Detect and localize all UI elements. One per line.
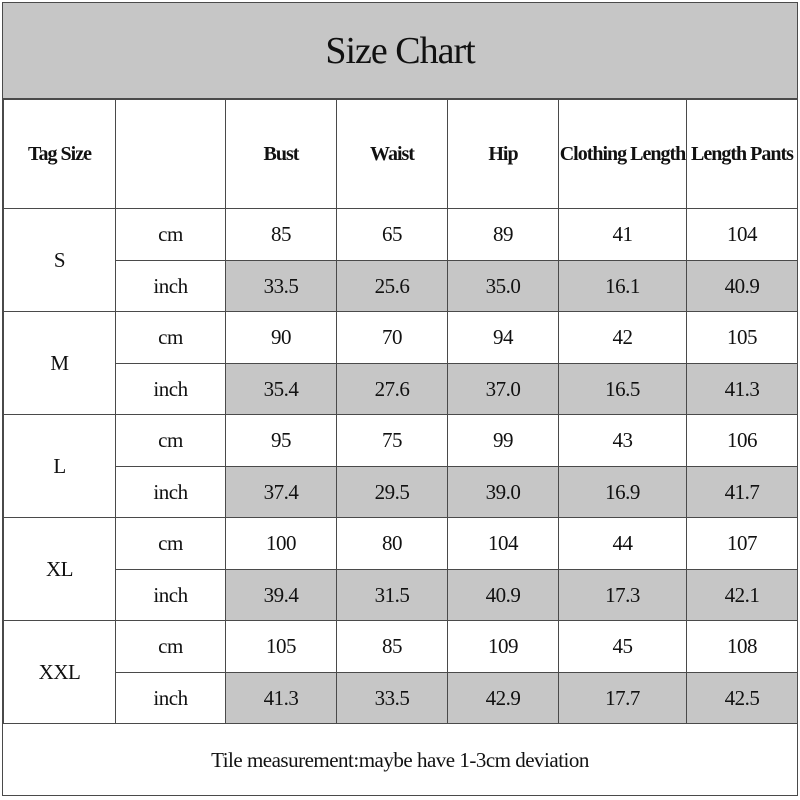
size-label: L [4,415,116,518]
length-pants-value: 40.9 [687,261,798,312]
waist-value: 75 [337,415,448,467]
header-length-pants: Length Pants [687,100,798,209]
header-clothing-length: Clothing Length [559,100,687,209]
clothing-length-value: 16.5 [559,364,687,415]
bust-value: 39.4 [226,570,337,621]
size-label: M [4,312,116,415]
length-pants-value: 108 [687,621,798,673]
length-pants-value: 41.3 [687,364,798,415]
clothing-length-value: 16.9 [559,467,687,518]
header-unit [116,100,226,209]
length-pants-value: 104 [687,209,798,261]
unit-label: cm [116,518,226,570]
table-row [4,261,798,312]
waist-value: 85 [337,621,448,673]
table-row [4,364,798,415]
unit-label: inch [116,364,226,415]
length-pants-value: 107 [687,518,798,570]
waist-value: 29.5 [337,467,448,518]
length-pants-value: 41.7 [687,467,798,518]
waist-value: 80 [337,518,448,570]
measurement-note: Tile measurement:maybe have 1-3cm deviation [3,723,797,796]
clothing-length-value: 44 [559,518,687,570]
header-hip: Hip [448,100,559,209]
clothing-length-value: 41 [559,209,687,261]
bust-value: 41.3 [226,673,337,724]
length-pants-value: 42.1 [687,570,798,621]
waist-value: 33.5 [337,673,448,724]
hip-value: 35.0 [448,261,559,312]
hip-value: 39.0 [448,467,559,518]
hip-value: 42.9 [448,673,559,724]
unit-label: inch [116,570,226,621]
unit-label: cm [116,209,226,261]
bust-value: 85 [226,209,337,261]
hip-value: 99 [448,415,559,467]
hip-value: 40.9 [448,570,559,621]
length-pants-value: 105 [687,312,798,364]
hip-value: 104 [448,518,559,570]
unit-label: inch [116,673,226,724]
hip-value: 37.0 [448,364,559,415]
clothing-length-value: 17.7 [559,673,687,724]
bust-value: 35.4 [226,364,337,415]
chart-title: Size Chart [3,3,797,99]
size-chart [2,2,798,796]
header-bust: Bust [226,100,337,209]
clothing-length-value: 45 [559,621,687,673]
waist-value: 25.6 [337,261,448,312]
bust-value: 95 [226,415,337,467]
bust-value: 90 [226,312,337,364]
hip-value: 89 [448,209,559,261]
unit-label: inch [116,467,226,518]
table-row [4,312,798,364]
table-row [4,621,798,673]
waist-value: 31.5 [337,570,448,621]
unit-label: cm [116,415,226,467]
size-label: XL [4,518,116,621]
unit-label: cm [116,312,226,364]
waist-value: 27.6 [337,364,448,415]
unit-label: cm [116,621,226,673]
unit-label: inch [116,261,226,312]
hip-value: 94 [448,312,559,364]
clothing-length-value: 42 [559,312,687,364]
bust-value: 33.5 [226,261,337,312]
header-tag-size: Tag Size [4,100,116,209]
table-row [4,518,798,570]
header-waist: Waist [337,100,448,209]
clothing-length-value: 17.3 [559,570,687,621]
clothing-length-value: 43 [559,415,687,467]
length-pants-value: 106 [687,415,798,467]
bust-value: 37.4 [226,467,337,518]
waist-value: 70 [337,312,448,364]
bust-value: 105 [226,621,337,673]
size-label: S [4,209,116,312]
size-table [3,99,798,724]
hip-value: 109 [448,621,559,673]
clothing-length-value: 16.1 [559,261,687,312]
table-row [4,415,798,467]
waist-value: 65 [337,209,448,261]
size-label: XXL [4,621,116,724]
table-row [4,467,798,518]
table-row [4,673,798,724]
bust-value: 100 [226,518,337,570]
table-row [4,570,798,621]
header-row [4,100,798,209]
table-row [4,209,798,261]
length-pants-value: 42.5 [687,673,798,724]
